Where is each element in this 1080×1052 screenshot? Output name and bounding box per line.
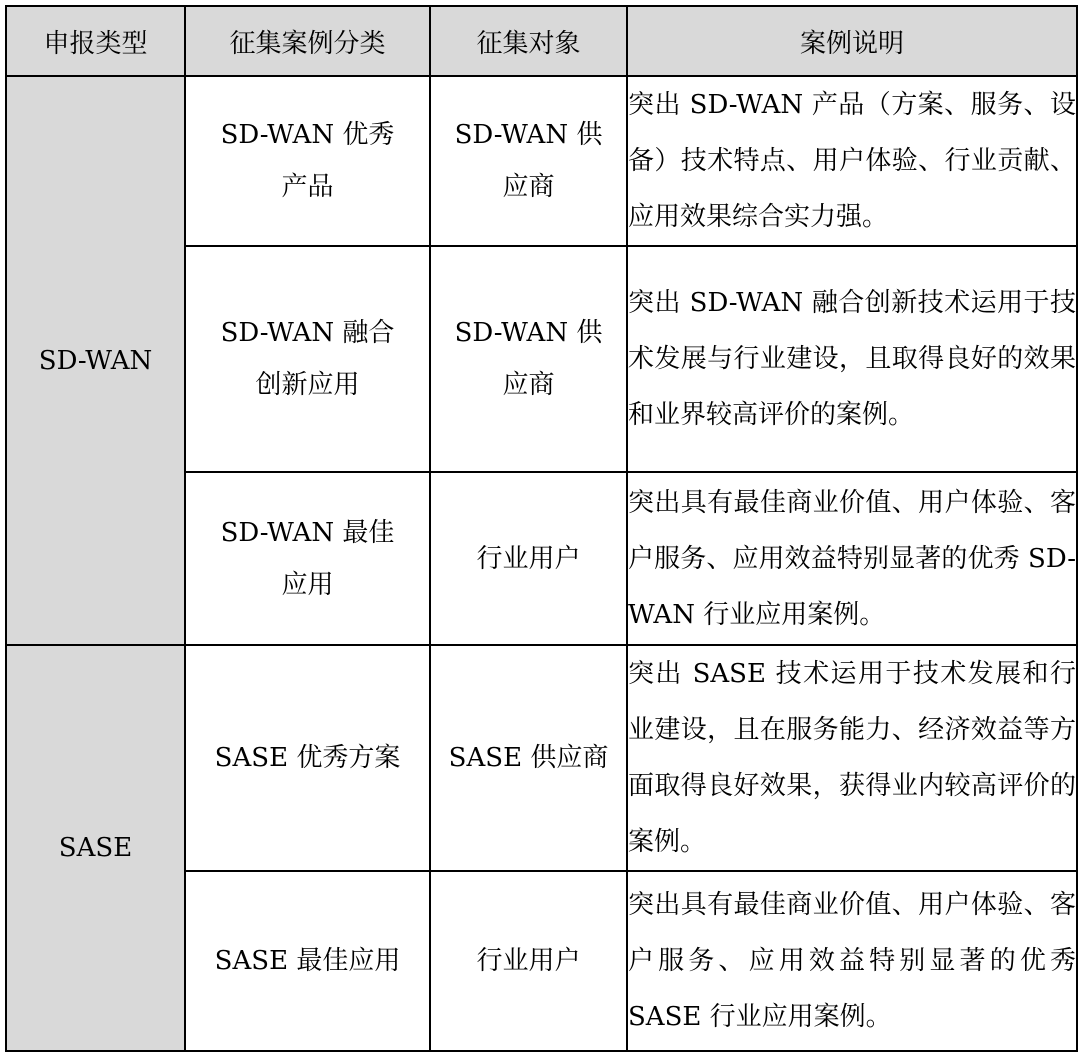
- type-cell-sase: SASE: [6, 645, 185, 1051]
- type-cell-sdwan: SD-WAN: [6, 76, 185, 645]
- description-cell: 突出 SD-WAN 融合创新技术运用于技术发展与行业建设，且取得良好的效果和业界较高评价的案例。: [627, 246, 1077, 472]
- target-cell: SD-WAN 供 应商: [430, 246, 627, 472]
- description-cell: 突出具有最佳商业价值、用户体验、客户服务、应用效益特别显著的优秀 SASE 行业应用案例。: [627, 871, 1077, 1051]
- category-cell: SD-WAN 融合 创新应用: [185, 246, 430, 472]
- table-row: [6, 645, 1077, 871]
- category-cell: SD-WAN 优秀 产品: [185, 76, 430, 246]
- header-target: 征集对象: [430, 6, 627, 76]
- header-description: 案例说明: [627, 6, 1077, 76]
- header-type: 申报类型: [6, 6, 185, 76]
- description-cell: 突出 SD-WAN 产品（方案、服务、设备）技术特点、用户体验、行业贡献、应用效果综合实力强。: [627, 76, 1077, 246]
- table-row: [6, 76, 1077, 246]
- target-cell: 行业用户: [430, 871, 627, 1051]
- description-cell: 突出具有最佳商业价值、用户体验、客户服务、应用效益特别显著的优秀 SD-WAN 行业应用案例。: [627, 472, 1077, 645]
- target-cell: SD-WAN 供 应商: [430, 76, 627, 246]
- description-cell: 突出 SASE 技术运用于技术发展和行业建设，且在服务能力、经济效益等方面取得良好效果，获得业内较高评价的案例。: [627, 645, 1077, 871]
- category-cell: SASE 优秀方案: [185, 645, 430, 871]
- category-cell: SD-WAN 最佳 应用: [185, 472, 430, 645]
- target-cell: 行业用户: [430, 472, 627, 645]
- category-cell: SASE 最佳应用: [185, 871, 430, 1051]
- header-category: 征集案例分类: [185, 6, 430, 76]
- case-category-table: [5, 5, 1078, 1052]
- target-cell: SASE 供应商: [430, 645, 627, 871]
- table-header-row: [6, 6, 1077, 76]
